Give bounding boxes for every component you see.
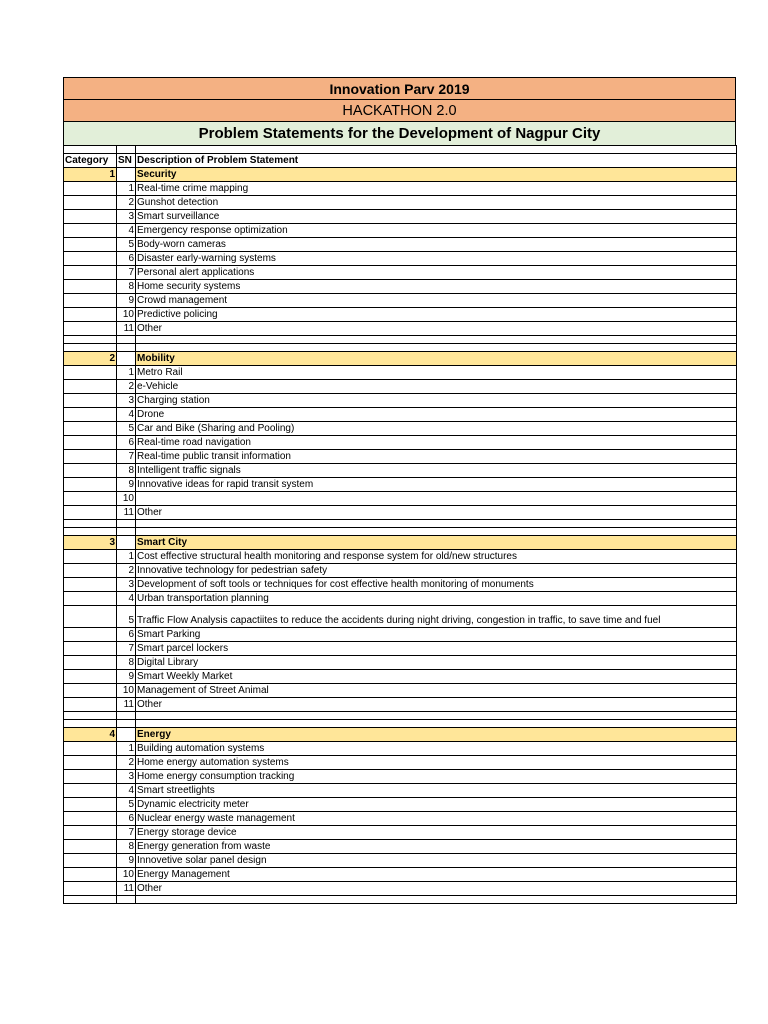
- description-cell: Cost effective structural health monitoring and response system for old/new structures: [136, 550, 737, 564]
- description-cell: Dynamic electricity meter: [136, 798, 737, 812]
- sn-cell: 1: [117, 366, 136, 380]
- category-name: Energy: [136, 728, 737, 742]
- spacer-row: [64, 336, 737, 344]
- sn-cell: 4: [117, 592, 136, 606]
- description-cell: Other: [136, 322, 737, 336]
- description-cell: Smart streetlights: [136, 784, 737, 798]
- table-row: [64, 266, 737, 280]
- sn-cell: 9: [117, 670, 136, 684]
- description-cell: Metro Rail: [136, 366, 737, 380]
- table-row: [64, 628, 737, 642]
- category-cell: [64, 308, 117, 322]
- category-cell: [64, 550, 117, 564]
- category-row: [64, 352, 737, 366]
- category-name: Mobility: [136, 352, 737, 366]
- category-cell: [64, 592, 117, 606]
- category-row: [64, 536, 737, 550]
- category-cell: [64, 506, 117, 520]
- sn-cell: 4: [117, 784, 136, 798]
- description-cell: Body-worn cameras: [136, 238, 737, 252]
- table-row: [64, 252, 737, 266]
- table-row: [64, 196, 737, 210]
- sn-cell: 1: [117, 550, 136, 564]
- sn-cell: 6: [117, 252, 136, 266]
- table-row: [64, 550, 737, 564]
- spacer-row: [64, 712, 737, 720]
- sn-cell: 6: [117, 436, 136, 450]
- sn-cell: 7: [117, 450, 136, 464]
- sn-cell: 2: [117, 380, 136, 394]
- description-cell: Building automation systems: [136, 742, 737, 756]
- category-cell: [64, 280, 117, 294]
- category-cell: [64, 756, 117, 770]
- table-row: [64, 770, 737, 784]
- sn-cell: 11: [117, 698, 136, 712]
- category-cell: [64, 656, 117, 670]
- sn-cell: 10: [117, 684, 136, 698]
- category-number: 1: [64, 168, 117, 182]
- category-number: 2: [64, 352, 117, 366]
- category-cell: [64, 210, 117, 224]
- table-row: [64, 422, 737, 436]
- table-row: [64, 742, 737, 756]
- description-cell: Nuclear energy waste management: [136, 812, 737, 826]
- category-cell: [64, 422, 117, 436]
- sn-cell: 11: [117, 506, 136, 520]
- description-cell: Car and Bike (Sharing and Pooling): [136, 422, 737, 436]
- sn-cell: 7: [117, 826, 136, 840]
- table-row: [64, 812, 737, 826]
- category-sn-cell: [117, 728, 136, 742]
- description-cell: Charging station: [136, 394, 737, 408]
- category-cell: [64, 578, 117, 592]
- description-cell: Smart surveillance: [136, 210, 737, 224]
- table-row: [64, 642, 737, 656]
- sn-cell: 5: [117, 606, 136, 628]
- column-header-row: [64, 154, 737, 168]
- table-row: [64, 394, 737, 408]
- table-row: [64, 182, 737, 196]
- table-row: [64, 224, 737, 238]
- spacer-row: [64, 528, 737, 536]
- category-row: [64, 728, 737, 742]
- spacer-row: [64, 146, 737, 154]
- description-cell: Digital Library: [136, 656, 737, 670]
- description-cell: Energy generation from waste: [136, 840, 737, 854]
- table-row: [64, 366, 737, 380]
- category-cell: [64, 606, 117, 628]
- description-cell: Energy Management: [136, 868, 737, 882]
- hackathon-title: HACKATHON 2.0: [63, 99, 736, 121]
- category-cell: [64, 770, 117, 784]
- category-cell: [64, 564, 117, 578]
- spacer-row: [64, 896, 737, 904]
- sn-cell: 10: [117, 492, 136, 506]
- category-cell: [64, 868, 117, 882]
- description-cell: Personal alert applications: [136, 266, 737, 280]
- category-number: 3: [64, 536, 117, 550]
- category-number: 4: [64, 728, 117, 742]
- table-row: [64, 798, 737, 812]
- sn-cell: 2: [117, 756, 136, 770]
- table-row: [64, 826, 737, 840]
- table-row: [64, 578, 737, 592]
- description-cell: Real-time road navigation: [136, 436, 737, 450]
- description-cell: Crowd management: [136, 294, 737, 308]
- sn-cell: 4: [117, 408, 136, 422]
- table-row: [64, 478, 737, 492]
- category-cell: [64, 366, 117, 380]
- category-cell: [64, 882, 117, 896]
- table-row: [64, 840, 737, 854]
- table-row: [64, 564, 737, 578]
- sn-cell: 8: [117, 464, 136, 478]
- table-row: [64, 784, 737, 798]
- category-cell: [64, 742, 117, 756]
- sn-cell: 5: [117, 798, 136, 812]
- sn-cell: 5: [117, 238, 136, 252]
- category-cell: [64, 642, 117, 656]
- table-row: [64, 606, 737, 628]
- category-row: [64, 168, 737, 182]
- description-cell: [136, 492, 737, 506]
- description-header: Description of Problem Statement: [136, 154, 737, 168]
- table-row: [64, 684, 737, 698]
- sn-cell: 1: [117, 182, 136, 196]
- description-cell: Real-time public transit information: [136, 450, 737, 464]
- spreadsheet: [63, 77, 736, 904]
- category-cell: [64, 492, 117, 506]
- sn-cell: 5: [117, 422, 136, 436]
- category-cell: [64, 628, 117, 642]
- sn-cell: 1: [117, 742, 136, 756]
- category-header: Category: [64, 154, 117, 168]
- table-row: [64, 868, 737, 882]
- sn-cell: 3: [117, 210, 136, 224]
- table-row: [64, 592, 737, 606]
- category-cell: [64, 436, 117, 450]
- table-row: [64, 492, 737, 506]
- table-row: [64, 506, 737, 520]
- sn-cell: 8: [117, 280, 136, 294]
- sn-cell: 3: [117, 578, 136, 592]
- sn-cell: 6: [117, 628, 136, 642]
- sn-cell: 7: [117, 266, 136, 280]
- category-sn-cell: [117, 352, 136, 366]
- description-cell: Development of soft tools or techniques for cost effective health monitoring of monuments: [136, 578, 737, 592]
- table-row: [64, 464, 737, 478]
- table-row: [64, 380, 737, 394]
- sn-cell: 8: [117, 656, 136, 670]
- category-cell: [64, 698, 117, 712]
- category-cell: [64, 784, 117, 798]
- table-row: [64, 670, 737, 684]
- description-cell: Innovative ideas for rapid transit system: [136, 478, 737, 492]
- description-cell: Smart Weekly Market: [136, 670, 737, 684]
- table-row: [64, 656, 737, 670]
- description-cell: Traffic Flow Analysis capactiites to reduce the accidents during night driving, congestion in traffic, to save time and fuel: [136, 606, 737, 628]
- description-cell: Management of Street Animal: [136, 684, 737, 698]
- sn-cell: 10: [117, 308, 136, 322]
- description-cell: Emergency response optimization: [136, 224, 737, 238]
- description-cell: Smart Parking: [136, 628, 737, 642]
- description-cell: Urban transportation planning: [136, 592, 737, 606]
- table-row: [64, 436, 737, 450]
- category-cell: [64, 670, 117, 684]
- table-row: [64, 698, 737, 712]
- sn-cell: 7: [117, 642, 136, 656]
- sn-cell: 4: [117, 224, 136, 238]
- table-row: [64, 280, 737, 294]
- category-cell: [64, 266, 117, 280]
- sn-cell: 6: [117, 812, 136, 826]
- sn-cell: 9: [117, 478, 136, 492]
- category-cell: [64, 224, 117, 238]
- description-cell: Home security systems: [136, 280, 737, 294]
- sn-cell: 11: [117, 322, 136, 336]
- sn-cell: 3: [117, 770, 136, 784]
- sn-cell: 8: [117, 840, 136, 854]
- category-cell: [64, 826, 117, 840]
- sn-header: SN: [117, 154, 136, 168]
- table-row: [64, 408, 737, 422]
- spacer-row: [64, 344, 737, 352]
- category-cell: [64, 812, 117, 826]
- category-cell: [64, 394, 117, 408]
- description-cell: Intelligent traffic signals: [136, 464, 737, 478]
- sn-cell: 2: [117, 564, 136, 578]
- description-cell: Other: [136, 882, 737, 896]
- category-cell: [64, 238, 117, 252]
- page-title: Problem Statements for the Development of Nagpur City: [63, 121, 736, 145]
- category-cell: [64, 798, 117, 812]
- description-cell: e-Vehicle: [136, 380, 737, 394]
- spacer-row: [64, 720, 737, 728]
- description-cell: Home energy consumption tracking: [136, 770, 737, 784]
- category-cell: [64, 450, 117, 464]
- table-row: [64, 210, 737, 224]
- description-cell: Smart parcel lockers: [136, 642, 737, 656]
- description-cell: Predictive policing: [136, 308, 737, 322]
- table-row: [64, 450, 737, 464]
- sn-cell: 9: [117, 854, 136, 868]
- category-cell: [64, 464, 117, 478]
- table-row: [64, 294, 737, 308]
- problem-statements-table: [63, 145, 737, 904]
- description-cell: Other: [136, 698, 737, 712]
- table-row: [64, 322, 737, 336]
- category-cell: [64, 840, 117, 854]
- description-cell: Home energy automation systems: [136, 756, 737, 770]
- sn-cell: 11: [117, 882, 136, 896]
- category-cell: [64, 182, 117, 196]
- table-row: [64, 308, 737, 322]
- category-cell: [64, 408, 117, 422]
- category-sn-cell: [117, 168, 136, 182]
- table-row: [64, 238, 737, 252]
- sn-cell: 10: [117, 868, 136, 882]
- description-cell: Gunshot detection: [136, 196, 737, 210]
- description-cell: Other: [136, 506, 737, 520]
- category-name: Smart City: [136, 536, 737, 550]
- table-row: [64, 882, 737, 896]
- event-title: Innovation Parv 2019: [63, 77, 736, 99]
- sn-cell: 2: [117, 196, 136, 210]
- description-cell: Innovative technology for pedestrian safety: [136, 564, 737, 578]
- category-cell: [64, 380, 117, 394]
- category-cell: [64, 252, 117, 266]
- description-cell: Energy storage device: [136, 826, 737, 840]
- description-cell: Real-time crime mapping: [136, 182, 737, 196]
- category-cell: [64, 322, 117, 336]
- description-cell: Drone: [136, 408, 737, 422]
- table-row: [64, 854, 737, 868]
- table-row: [64, 756, 737, 770]
- description-cell: Innovetive solar panel design: [136, 854, 737, 868]
- category-cell: [64, 294, 117, 308]
- sn-cell: 3: [117, 394, 136, 408]
- category-cell: [64, 684, 117, 698]
- category-cell: [64, 478, 117, 492]
- category-name: Security: [136, 168, 737, 182]
- description-cell: Disaster early-warning systems: [136, 252, 737, 266]
- sn-cell: 9: [117, 294, 136, 308]
- category-cell: [64, 854, 117, 868]
- category-cell: [64, 196, 117, 210]
- category-sn-cell: [117, 536, 136, 550]
- spacer-row: [64, 520, 737, 528]
